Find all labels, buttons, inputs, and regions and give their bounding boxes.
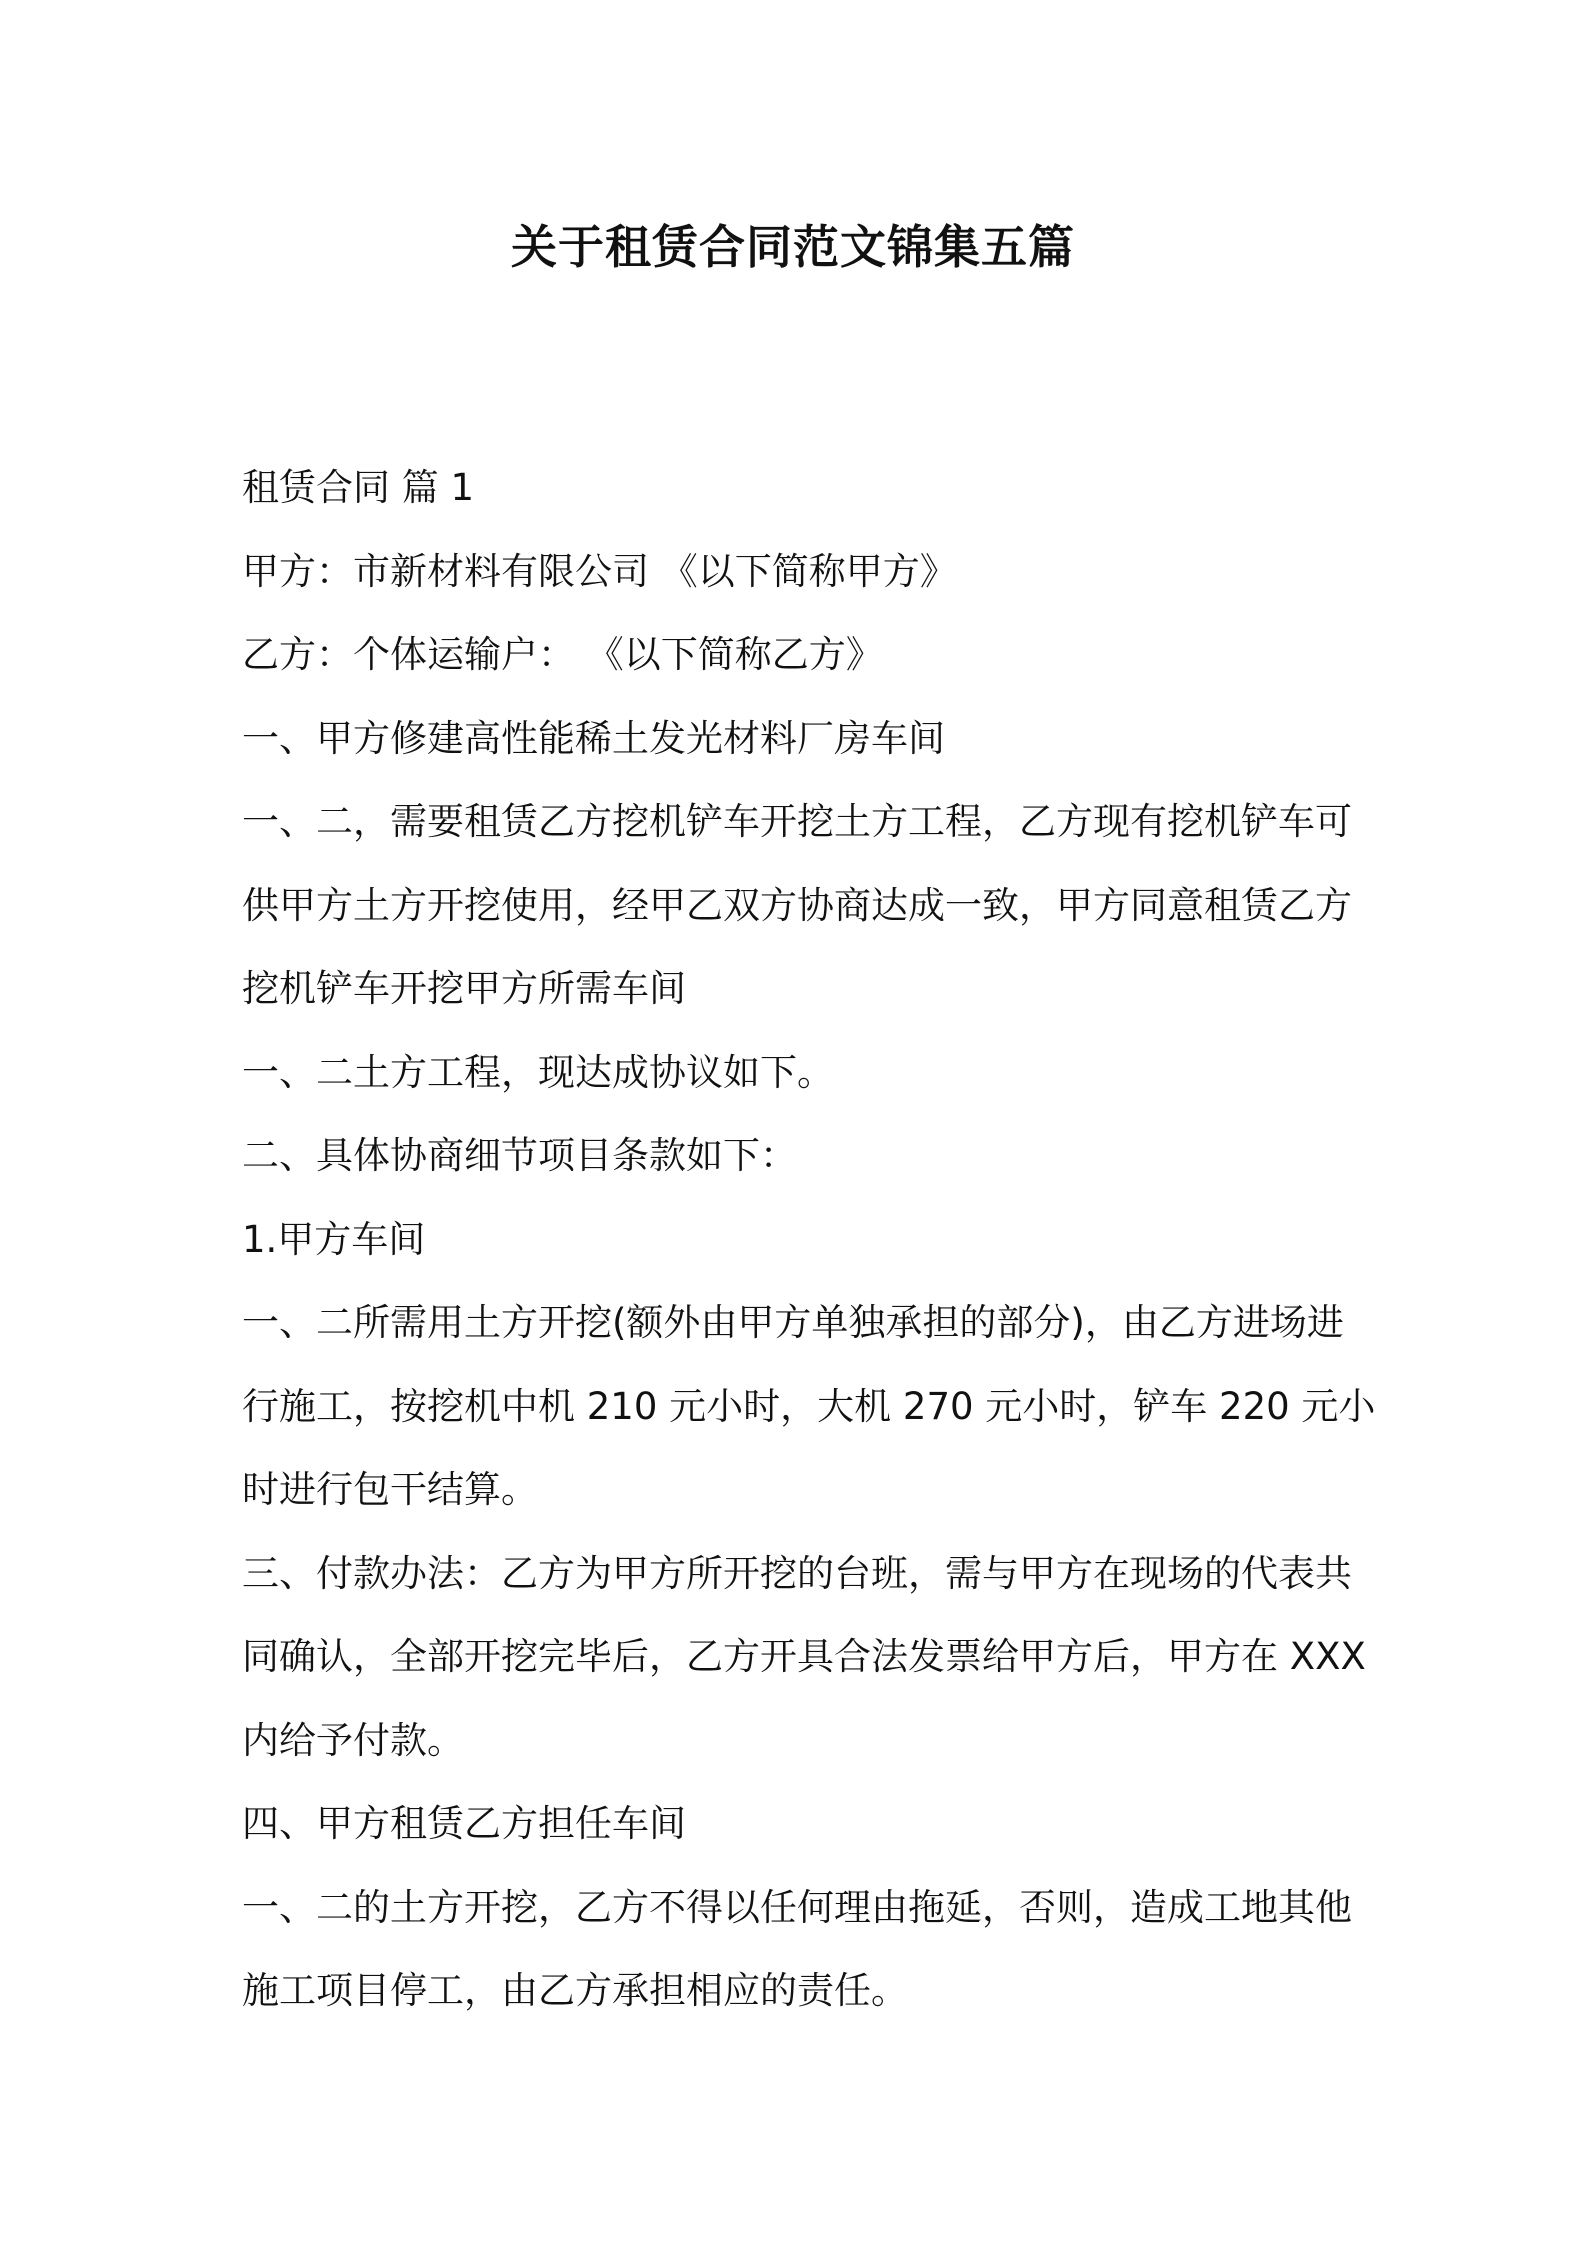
text-line: 一、甲方修建高性能稀土发光材料厂房车间 bbox=[242, 716, 945, 760]
text-line: 供甲方土方开挖使用，经甲乙双方协商达成一致，甲方同意租赁乙方 bbox=[242, 883, 1352, 927]
party-a-line: 甲方：市新材料有限公司 《以下简称甲方》 bbox=[242, 549, 957, 593]
text-line: 二、具体协商细节项目条款如下： bbox=[242, 1134, 797, 1177]
document-title: 关于租赁合同范文锦集五篇 bbox=[511, 220, 1075, 274]
text-line: 内给予付款。 bbox=[242, 1718, 464, 1762]
text-line: 行施工，按挖机中机 210 元小时，大机 270 元小时，铲车 220 元小 bbox=[242, 1384, 1376, 1428]
text-line: 一、二所需用土方开挖(额外由甲方单独承担的部分)，由乙方进场进 bbox=[242, 1301, 1344, 1344]
section-heading: 租赁合同 篇 1 bbox=[242, 466, 475, 509]
text-line: 四、甲方租赁乙方担任车间 bbox=[242, 1802, 686, 1845]
document-body bbox=[242, 446, 1376, 2033]
text-line: 一、二的土方开挖，乙方不得以任何理由拖延，否则，造成工地其他 bbox=[242, 1885, 1352, 1929]
text-line: 一、二，需要租赁乙方挖机铲车开挖土方工程，乙方现有挖机铲车可 bbox=[242, 800, 1352, 843]
text-line: 一、二土方工程，现达成协议如下。 bbox=[242, 1050, 834, 1094]
party-b-line: 乙方：个体运输户： 《以下简称乙方》 bbox=[242, 633, 883, 676]
text-line: 1.甲方车间 bbox=[242, 1217, 426, 1261]
text-line: 挖机铲车开挖甲方所需车间 bbox=[242, 967, 686, 1010]
text-line: 施工项目停工，由乙方承担相应的责任。 bbox=[242, 1969, 908, 2012]
text-line: 同确认，全部开挖完毕后，乙方开具合法发票给甲方后，甲方在 XXX bbox=[242, 1635, 1366, 1678]
text-line: 时进行包干结算。 bbox=[242, 1468, 538, 1511]
text-line: 三、付款办法：乙方为甲方所开挖的台班，需与甲方在现场的代表共 bbox=[242, 1551, 1352, 1595]
